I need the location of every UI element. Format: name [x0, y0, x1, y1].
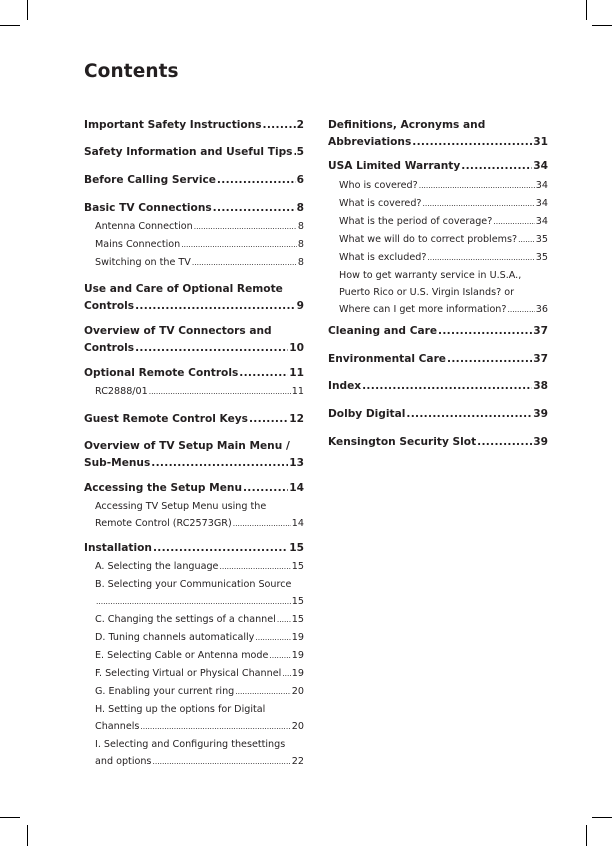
toc-subsection-entry[interactable]: [84, 254, 304, 271]
dot-leader: [269, 647, 290, 664]
toc-section-entry[interactable]: [84, 540, 304, 557]
toc-section-entry[interactable]: [84, 144, 304, 161]
crop-mark-bottom-left-h: [0, 817, 20, 818]
toc-subsection-entry[interactable]: [84, 558, 304, 575]
toc-entry-title: Cleaning and Care: [328, 325, 438, 337]
toc-entry-title: Dolby Digital: [328, 408, 406, 420]
toc-page-number: 15: [291, 614, 304, 625]
toc-section-entry[interactable]: [328, 351, 548, 368]
crop-mark-bottom-right-h: [592, 817, 612, 818]
toc-page-number: 13: [289, 457, 304, 469]
toc-section-entry[interactable]: [84, 411, 304, 428]
dot-leader: [213, 200, 296, 217]
toc-page-number: 8: [297, 221, 304, 232]
toc-entry-title: Installation: [84, 542, 152, 554]
toc-page-number: 34: [535, 198, 548, 209]
dot-leader: [235, 683, 291, 700]
toc-subsection-entry[interactable]: [328, 231, 548, 248]
toc-section-entry[interactable]: [84, 480, 304, 497]
dot-leader: [412, 134, 532, 151]
toc-entry-title: RC2888/01: [95, 386, 148, 397]
toc-entry-title: What is the period of coverage?: [339, 216, 493, 227]
dot-leader: [219, 558, 290, 575]
toc-subsection-entry[interactable]: [84, 736, 304, 770]
dot-leader: [194, 218, 297, 235]
toc-section-entry[interactable]: [84, 117, 304, 134]
toc-entry-title: C. Changing the settings of a channel: [95, 614, 276, 625]
toc-entry-title: What is covered?: [339, 198, 422, 209]
toc-subsection-entry[interactable]: [328, 213, 548, 230]
toc-subsection-entry[interactable]: [84, 629, 304, 646]
crop-mark-top-left-h: [0, 25, 20, 26]
toc-entry-title: Important Safety Instructions: [84, 119, 262, 131]
dot-leader: [294, 144, 296, 161]
toc-section-entry[interactable]: [84, 200, 304, 217]
dot-leader: [419, 177, 535, 194]
toc-section-entry[interactable]: [328, 158, 548, 175]
toc-entry-title: D. Tuning channels automatically: [95, 632, 255, 643]
dot-leader: [427, 249, 534, 266]
toc-entry-title-line: H. Setting up the options for Digital: [95, 704, 266, 715]
dot-leader: [518, 231, 535, 248]
crop-mark-bottom-left-v: [27, 825, 28, 846]
dot-leader: [149, 383, 291, 400]
toc-entry-title: Mains Connection: [95, 239, 181, 250]
toc-entry-title-line: Definitions, Acronyms and: [328, 119, 486, 131]
page-title: Contents: [84, 61, 179, 82]
dot-leader: [135, 340, 288, 357]
toc-entry-title: What we will do to correct problems?: [339, 234, 518, 245]
dot-leader: [239, 365, 288, 382]
toc-section-entry[interactable]: [84, 323, 304, 357]
toc-subsection-entry[interactable]: [84, 611, 304, 628]
toc-entry-title-line: Overview of TV Connectors and: [84, 325, 272, 337]
dot-leader: [362, 378, 532, 395]
toc-subsection-entry[interactable]: [328, 177, 548, 194]
toc-entry-title: Environmental Care: [328, 353, 446, 365]
toc-section-entry[interactable]: [328, 406, 548, 423]
toc-subsection-entry[interactable]: [84, 383, 304, 400]
toc-page-number: 34: [535, 180, 548, 191]
toc-page-number: 35: [535, 252, 548, 263]
toc-section-entry[interactable]: [84, 365, 304, 382]
dot-leader: [461, 158, 532, 175]
dot-leader: [406, 406, 532, 423]
toc-page-number: 11: [289, 367, 304, 379]
toc-entry-title: Channels: [95, 721, 140, 732]
toc-section-entry[interactable]: [328, 117, 548, 151]
dot-leader: [249, 411, 288, 428]
toc-entry-title: Guest Remote Control Keys: [84, 413, 248, 425]
toc-section-entry[interactable]: [84, 438, 304, 472]
dot-leader: [96, 593, 291, 610]
toc-page-number: 19: [291, 632, 304, 643]
dot-leader: [477, 434, 532, 451]
toc-entry-title: E. Selecting Cable or Antenna mode: [95, 650, 269, 661]
toc-page-number: 36: [535, 304, 548, 315]
dot-leader: [438, 323, 532, 340]
toc-page-number: 15: [289, 542, 304, 554]
dot-leader: [447, 351, 532, 368]
toc-entry-title: Controls: [84, 300, 135, 312]
toc-entry-title: Remote Control (RC2573GR): [95, 518, 232, 529]
dot-leader: [152, 753, 290, 770]
toc-entry-title: Where can I get more information?: [339, 304, 507, 315]
toc-page-number: 11: [291, 386, 304, 397]
toc-entry-title-line: Use and Care of Optional Remote: [84, 283, 283, 295]
toc-entry-title: G. Enabling your current ring: [95, 686, 235, 697]
toc-entry-title: Accessing the Setup Menu: [84, 482, 242, 494]
toc-page-number: 20: [291, 721, 304, 732]
toc-page-number: 38: [533, 380, 548, 392]
toc-section-entry[interactable]: [84, 172, 304, 189]
toc-entry-title-line: Overview of TV Setup Main Menu /: [84, 440, 290, 452]
toc-page-number: 14: [291, 518, 304, 529]
dot-leader: [151, 455, 288, 472]
toc-entry-title: Abbreviations: [328, 136, 412, 148]
toc-page-number: 2: [296, 119, 304, 131]
dot-leader: [153, 540, 288, 557]
toc-page-number: 37: [533, 325, 548, 337]
toc-entry-title-line: Puerto Rico or U.S. Virgin Islands? or: [339, 287, 515, 298]
toc-page-number: 19: [291, 668, 304, 679]
dot-leader: [181, 236, 297, 253]
toc-subsection-entry[interactable]: [84, 701, 304, 735]
toc-entry-title: Basic TV Connections: [84, 202, 212, 214]
dot-leader: [140, 718, 290, 735]
toc-section-entry[interactable]: [84, 281, 304, 315]
toc-page-number: 19: [291, 650, 304, 661]
toc-entry-title: A. Selecting the language: [95, 561, 219, 572]
toc-page-number: 34: [533, 160, 548, 172]
toc-section-entry[interactable]: [328, 323, 548, 340]
toc-entry-title: USA Limited Warranty: [328, 160, 461, 172]
toc-entry-title: Controls: [84, 342, 135, 354]
toc-entry-title: Antenna Connection: [95, 221, 193, 232]
toc-entry-title: F. Selecting Virtual or Physical Channel: [95, 668, 282, 679]
toc-entry-title: Optional Remote Controls: [84, 367, 239, 379]
dot-leader: [423, 195, 535, 212]
crop-mark-top-right-h: [592, 25, 612, 26]
toc-entry-title: and options: [95, 756, 152, 767]
dot-leader: [233, 515, 291, 532]
toc-page-number: 31: [533, 136, 548, 148]
dot-leader: [263, 117, 296, 134]
crop-mark-top-left-v: [27, 0, 28, 20]
toc-entry-title: What is excluded?: [339, 252, 427, 263]
toc-entry-title: Safety Information and Useful Tips: [84, 146, 293, 158]
toc-entry-title-line: I. Selecting and Configuring thesettings: [95, 739, 286, 750]
dot-leader: [192, 254, 297, 271]
toc-entry-title-line: B. Selecting your Communication Source: [95, 579, 292, 590]
toc-entry-title: Before Calling Service: [84, 174, 216, 186]
toc-entry-title: Index: [328, 380, 362, 392]
toc-subsection-entry[interactable]: [328, 249, 548, 266]
toc-subsection-entry[interactable]: [84, 218, 304, 235]
toc-page-number: 8: [297, 257, 304, 268]
toc-page-number: 39: [533, 436, 548, 448]
toc-subsection-entry[interactable]: [84, 236, 304, 253]
toc-subsection-entry[interactable]: [84, 683, 304, 700]
toc-section-entry[interactable]: [328, 378, 548, 395]
toc-page-number: 9: [296, 300, 304, 312]
dot-leader: [282, 665, 291, 682]
toc-page-number: 12: [289, 413, 304, 425]
toc-page-number: 8: [296, 202, 304, 214]
toc-page-number: 34: [535, 216, 548, 227]
dot-leader: [217, 172, 296, 189]
toc-page-number: 22: [291, 756, 304, 767]
toc-entry-title: Who is covered?: [339, 180, 418, 191]
dot-leader: [277, 611, 291, 628]
dot-leader: [493, 213, 534, 230]
toc-page-number: 5: [296, 146, 304, 158]
toc-entry-title: Switching on the TV: [95, 257, 191, 268]
toc-entry-title-line: Accessing TV Setup Menu using the: [95, 501, 267, 512]
toc-subsection-entry[interactable]: [328, 267, 548, 318]
toc-page-number: 35: [535, 234, 548, 245]
crop-mark-top-right-v: [586, 0, 587, 20]
toc-page-number: 37: [533, 353, 548, 365]
toc-section-entry[interactable]: [328, 434, 548, 451]
toc-page-number: 15: [291, 596, 304, 607]
toc-page-number: 15: [291, 561, 304, 572]
dot-leader: [135, 298, 296, 315]
toc-subsection-entry[interactable]: [84, 498, 304, 532]
toc-subsection-entry[interactable]: [84, 665, 304, 682]
toc-page-number: 6: [296, 174, 304, 186]
toc-entry-title-line: How to get warranty service in U.S.A.,: [339, 270, 522, 281]
toc-page-number: 14: [289, 482, 304, 494]
toc-page-number: 10: [289, 342, 304, 354]
dot-leader: [255, 629, 290, 646]
crop-mark-bottom-right-v: [586, 825, 587, 846]
toc-subsection-entry[interactable]: [84, 576, 304, 610]
toc-entry-title: Kensington Security Slot: [328, 436, 477, 448]
toc-page-number: 8: [297, 239, 304, 250]
toc-subsection-entry[interactable]: [84, 647, 304, 664]
toc-page-number: 20: [291, 686, 304, 697]
dot-leader: [507, 301, 534, 318]
toc-subsection-entry[interactable]: [328, 195, 548, 212]
toc-entry-title: Sub-Menus: [84, 457, 151, 469]
toc-page-number: 39: [533, 408, 548, 420]
dot-leader: [243, 480, 288, 497]
